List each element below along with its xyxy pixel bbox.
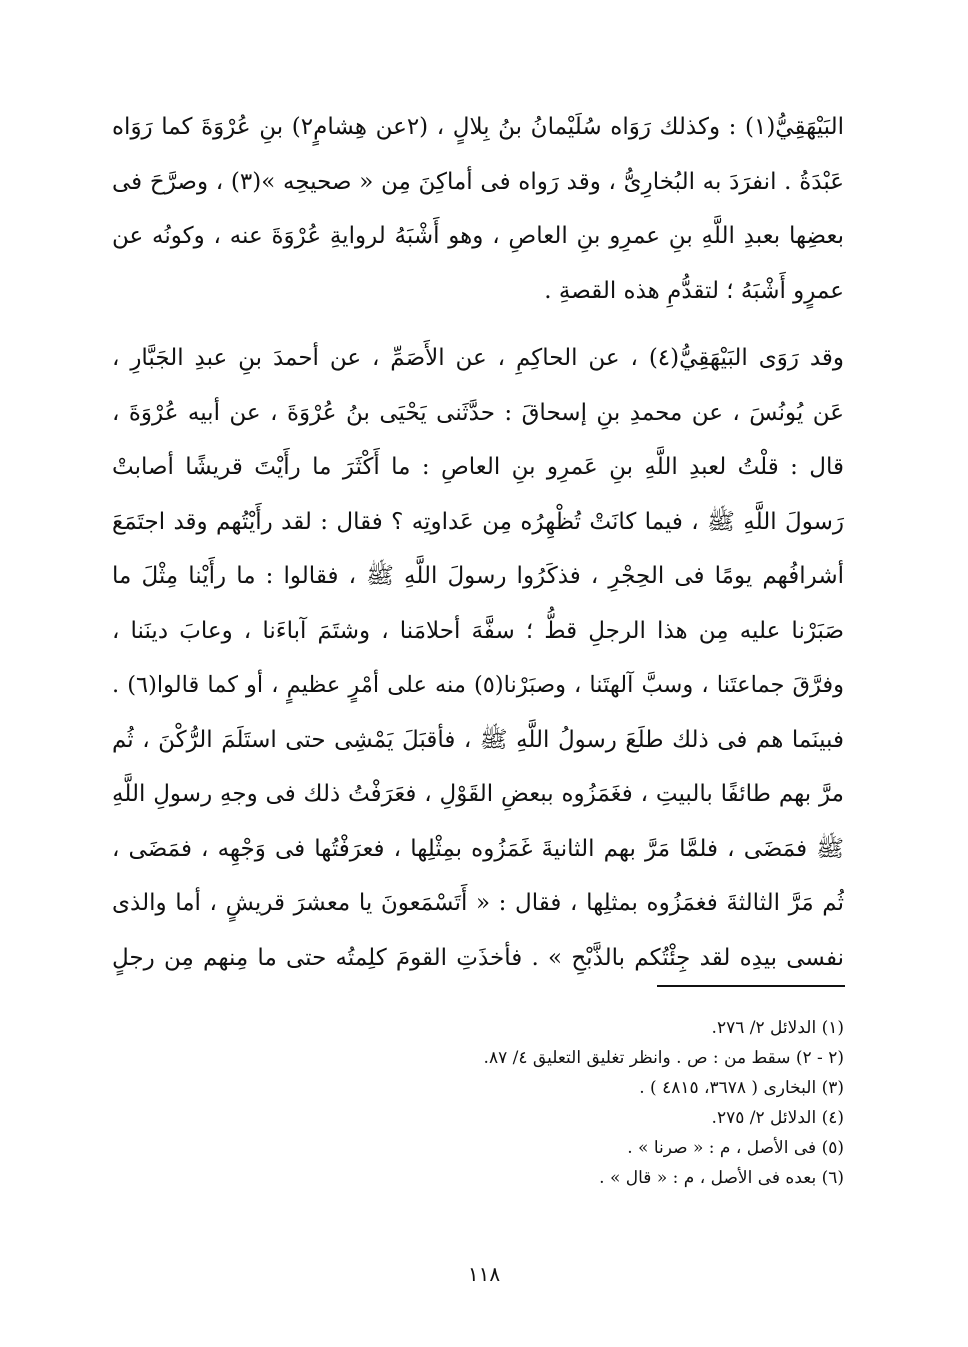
text-line: عَن يُونُسَ ، عن محمدِ بنِ إسحاقَ : حدَّثَنى يَحْيَى بنُ عُرْوَةَ ، عن أبيه عُرْوَةَ ، (112, 399, 844, 426)
text-line: أشرافُهم يومًا فى الحِجْرِ ، فذكَرُوا رسولَ اللَّهِ ﷺ ، فقالوا : ما رأَيْنا مِثْلَ ما (112, 563, 844, 589)
text-line: ثُم مَرَّ الثالثةَ فغمَزُوه بمثلِها ، فقال : « أَتَسْمَعونَ يا معشرَ قريشٍ ، أما والذى (112, 890, 844, 916)
text-line: ﷺ فمَضَى ، فلمَّا مَرَّ بهم الثانيةَ غَمَزُوه بمِثْلِها ، فعرَفْتُها فى وَجْهِه ، فمَضَى ، (112, 835, 844, 862)
text-line: صَبَرْنا عليه مِن هذا الرجلِ قطُّ ؛ سفَّهَ أحلامَنا ، وشتَمَ آباءَنا ، وعابَ دينَنا ، (112, 617, 844, 644)
footnote: (١) الدلائل ٢/ ٢٧٦. (711, 1018, 844, 1038)
text-line: وقد رَوَى البَيْهَقِيُّ(٤) ، عن الحاكِمِ ، عن الأَصَمِّ ، عن أحمدَ بنِ عبدِ الجَبَّارِ ، (112, 345, 844, 371)
text-line: مرَّ بهم طائفًا بالبيتِ ، فغَمَزُوه ببعضِ القَوْلِ ، فعَرَفْتُ ذلك فى وجهِ رسولِ اللَّهِ (112, 781, 844, 807)
page-number: ١١٨ (467, 1262, 501, 1286)
text-line: عمرٍو أَشْبَهُ ؛ لتقدُّمِ هذه القصةِ . (544, 277, 844, 304)
footnote: (٣) البخارى ( ٣٦٧٨، ٤٨١٥ ) . (639, 1078, 844, 1098)
text-line: وفرَّقَ جماعتَنا ، وسبَّ آلهتَنا ، وصبَرْنا(٥) منه على أمْرٍ عظيمٍ ، أو كما قالوا(٦) . (112, 672, 844, 698)
text-line: البَيْهَقِيُّ(١) : وكذلك رَوَاه سُلَيْمانُ بنُ بِلالٍ ، (٢عن هِشامٍ٢) بنِ عُرْوَةَ كما رَوَاه (112, 114, 844, 140)
footnote: (٥) فى الأصل ، م : « صرنا » . (627, 1138, 844, 1158)
footnotes (300, 1013, 844, 1193)
footnote: (٦) بعده فى الأصل ، م : « قال » . (599, 1168, 844, 1188)
footnote-separator (657, 985, 845, 987)
text-line: بعضِها بعبدِ اللَّهِ بنِ عمرِو بنِ العاصِ ، وهو أَشْبَهُ لروايةِ عُرْوَةَ عنه ، وكونُه عن (112, 223, 844, 249)
text-line: عَبْدَةُ . انفرَدَ به البُخارِىُّ ، وقد رَواه فى أماكِنَ مِن « صحيحِه »(٣) ، وصرَّحَ فى (112, 168, 844, 195)
text-line: نفسى بيدِه لقد جِئْتُكم بالذَّبْحِ » . فأخذَتِ القومَ كلِمتُه حتى ما مِنهم مِن رجلٍ (112, 944, 844, 971)
main-text (112, 100, 844, 985)
paragraph-gap (112, 318, 844, 331)
text-line: قال : قلْتُ لعبدِ اللَّهِ بنِ عَمرِو بنِ العاصِ : ما أَكْثَرَ ما رأَيْتَ قريشًا أصابتْ (112, 454, 844, 480)
text-line: فبينَما هم فى ذلك طلَعَ رسولُ اللَّهِ ﷺ ، فأقبَلَ يَمْشِى حتى استَلَمَ الرُّكْنَ ، ثُم (112, 726, 844, 753)
footnote: (٤) الدلائل ٢/ ٢٧٥. (711, 1108, 844, 1128)
text-line: رَسولَ اللَّهِ ﷺ ، فيما كانَتْ تُظْهِرُه مِن عَداوتِه ؟ فقال : لقد رأَيْتُهم وقد اجتَمَعَ (112, 508, 844, 535)
footnote: (٢ - ٢) سقط من : ص . وانظر تغليق التعليق ٤/ ٨٧. (483, 1048, 844, 1068)
